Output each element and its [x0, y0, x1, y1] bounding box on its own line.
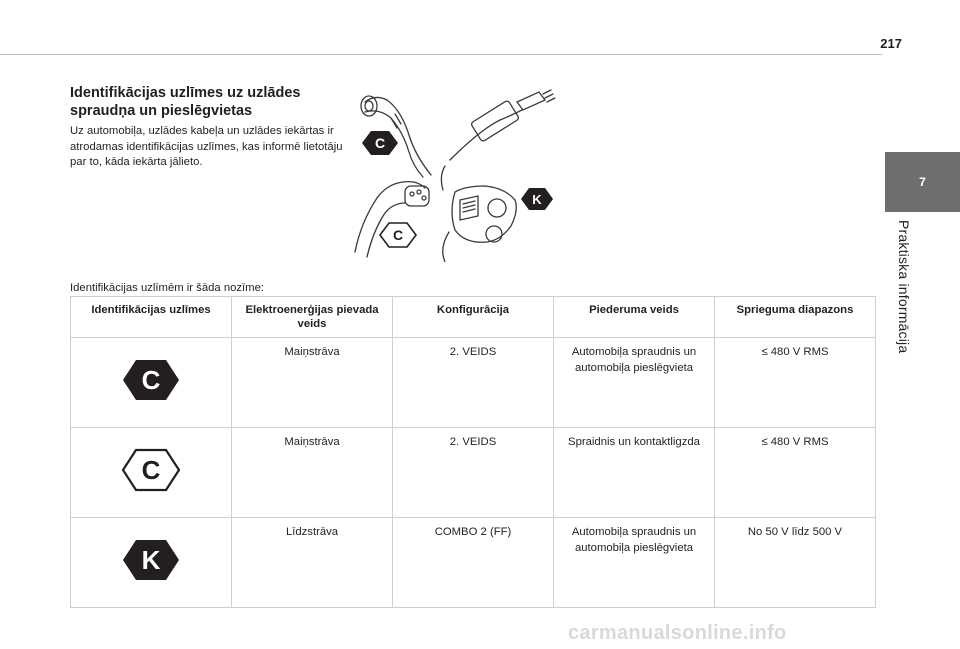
- badge-c-filled-icon: [362, 131, 398, 155]
- badge-k-filled-icon: [121, 538, 181, 582]
- chapter-number: 7: [919, 175, 926, 189]
- configuration-cell: 2. VEIDS: [393, 428, 554, 518]
- current-type-cell: Līdzstrāva: [232, 518, 393, 608]
- badge-c-outline-icon: [380, 223, 416, 247]
- badge-c-outline-icon: [121, 448, 181, 492]
- accessory-type-cell: Automobiļa spraudnis un automobiļa pieslēgvieta: [554, 518, 715, 608]
- section-intro: Uz automobiļa, uzlādes kabeļa un uzlādes iekārtas ir atrodamas identifikācijas uzlīmes, kas informē lietotāju par to, kāda iekārta jālieto.: [70, 125, 343, 168]
- configuration-cell: COMBO 2 (FF): [393, 518, 554, 608]
- svg-text:C: C: [141, 365, 161, 395]
- voltage-range-cell: ≤ 480 V RMS: [715, 338, 876, 428]
- configuration-cell: 2. VEIDS: [393, 338, 554, 428]
- current-type-cell: Maiņstrāva: [232, 338, 393, 428]
- label-cell: [71, 518, 232, 608]
- svg-text:C: C: [374, 135, 386, 151]
- identification-labels-table: [70, 296, 876, 608]
- header-accessory-type: Piederuma veids: [554, 297, 715, 338]
- table-header-row: [71, 297, 876, 338]
- svg-text:K: K: [532, 192, 542, 207]
- section-heading: Identifikācijas uzlīmes uz uzlādes spraudņa un pieslēgvietas: [70, 85, 301, 119]
- badge-k-filled-icon: [521, 188, 553, 210]
- current-type-cell: Maiņstrāva: [232, 428, 393, 518]
- charging-connectors-illustration: [345, 82, 570, 262]
- watermark: carmanualsonline.info: [568, 622, 787, 644]
- accessory-type-cell: Automobiļa spraudnis un automobiļa pieslēgvieta: [554, 338, 715, 428]
- charging-cable-illustration: [441, 90, 555, 190]
- voltage-range-cell: No 50 V līdz 500 V: [715, 518, 876, 608]
- voltage-range-cell: ≤ 480 V RMS: [715, 428, 876, 518]
- accessory-type-cell: Spraidnis un kontaktligzda: [554, 428, 715, 518]
- header-labels: Identifikācijas uzlīmes: [71, 297, 232, 338]
- socket-illustration: [443, 186, 517, 262]
- svg-text:K: K: [141, 545, 161, 575]
- table-row: [71, 338, 876, 428]
- label-cell: [71, 428, 232, 518]
- label-cell: [71, 338, 232, 428]
- badge-c-filled-icon: [121, 358, 181, 402]
- header-current-type: Elektroenerģijas pievada veids: [232, 297, 393, 338]
- table-row: [71, 428, 876, 518]
- page-number: 217: [880, 36, 902, 51]
- svg-text:C: C: [392, 227, 404, 243]
- svg-text:C: C: [141, 455, 161, 485]
- chapter-tab[interactable]: [885, 152, 960, 212]
- header-rule: [0, 54, 882, 55]
- header-voltage-range: Sprieguma diapazons: [715, 297, 876, 338]
- table-caption: Identifikācijas uzlīmēm ir šāda nozīme:: [70, 282, 265, 294]
- table-row: [71, 518, 876, 608]
- chapter-title: Praktiska informācija: [896, 220, 912, 354]
- header-configuration: Konfigurācija: [393, 297, 554, 338]
